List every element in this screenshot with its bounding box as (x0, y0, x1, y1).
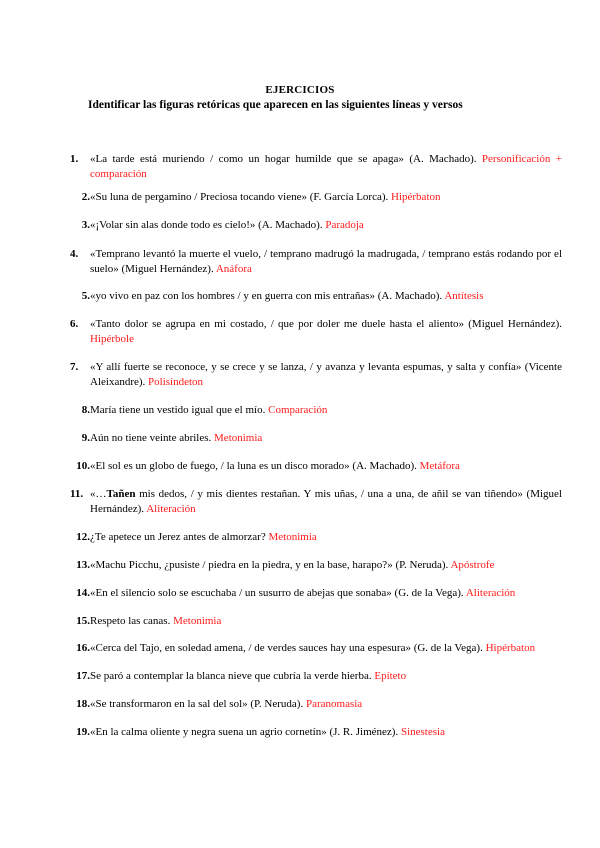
exercise-item (70, 530, 562, 545)
exercise-item (70, 614, 562, 629)
exercise-number: 14. (76, 587, 90, 599)
exercise-number: 2. (81, 191, 90, 203)
exercise-answer: Hipérbaton (391, 191, 441, 203)
exercise-text: «En el silencio solo se escuchaba / un susurro de abejas que sonaba» (G. de la Vega). (90, 587, 466, 599)
exercise-text: «El sol es un globo de fuego, / la luna es un disco morado» (A. Machado). (90, 460, 420, 472)
exercise-answer: Metonimia (268, 531, 317, 543)
exercise-answer: Paranomasia (305, 698, 363, 710)
exercise-number: 5. (81, 290, 90, 302)
exercise-number: 16. (76, 642, 90, 654)
exercise-text-bold: Tañen (106, 488, 136, 500)
exercise-number: 17. (76, 670, 90, 682)
exercise-answer: Sinestesia (400, 726, 445, 738)
exercise-number: 13. (76, 559, 90, 571)
exercise-answer: Personificación + comparación (90, 153, 562, 180)
exercise-answer: Aliteración (146, 503, 196, 515)
exercise-text: ¿Te apetece un Jerez antes de almorzar? (90, 531, 269, 543)
page-title: EJERCICIOS (265, 84, 335, 96)
exercise-item (70, 459, 562, 474)
exercise-text: «Machu Picchu, ¿pusiste / piedra en la piedra, y en la base, harapo?» (P. Neruda). (90, 559, 451, 571)
exercise-number: 12. (76, 531, 90, 543)
page-subtitle: Identificar las figuras retóricas que aparecen en las siguientes líneas y versos (88, 99, 463, 111)
exercise-text: «yo vivo en paz con los hombres / y en guerra con mis entrañas» (A. Machado). (90, 290, 445, 302)
exercise-number: 9. (81, 432, 90, 444)
exercise-item (70, 586, 562, 601)
exercise-item (70, 247, 562, 277)
exercise-text: Aún no tiene veinte abriles. (90, 432, 215, 444)
exercise-text: «Y allí fuerte se reconoce, y se crece y se lanza, / y avanza y levanta espumas, y salta y confía» (Vicente Aleixandre). (90, 361, 562, 388)
exercise-answer: Metáfora (419, 460, 460, 472)
exercise-answer: Comparación (268, 404, 328, 416)
exercise-number: 15. (76, 615, 90, 627)
exercise-text: «Se transformaron en la sal del sol» (P. Neruda). (90, 698, 306, 710)
exercise-number: 8. (81, 404, 90, 416)
exercise-text: María tiene un vestido igual que el mío. (90, 404, 269, 416)
exercise-item (70, 218, 562, 233)
exercise-item (70, 487, 562, 517)
exercise-text: Respeto las canas. (90, 615, 174, 627)
exercise-text: «Temprano levantó la muerte el vuelo, / temprano madrugó la madrugada, / temprano estás rodando por el suelo» (Miguel Hernández). (90, 248, 562, 275)
exercise-answer: Polisíndeton (148, 376, 204, 388)
exercise-item (70, 725, 562, 740)
exercise-item (70, 669, 562, 684)
exercise-number: 7. (70, 361, 79, 373)
exercise-text: mis dedos, / y mis dientes restañan. Y mis uñas, / una a una, de añil se van tiñendo» (Miguel Hernández). (90, 488, 562, 515)
exercise-answer: Anáfora (215, 263, 252, 275)
exercise-item (70, 152, 562, 182)
exercise-item (70, 289, 562, 304)
exercise-text: «Cerca del Tajo, en soledad amena, / de verdes sauces hay una espesura» (G. de la Vega). (90, 642, 486, 654)
exercise-text: «¡Volar sin alas donde todo es cielo!» (A. Machado). (90, 219, 326, 231)
exercise-item (70, 431, 562, 446)
exercise-text: «Su luna de pergamino / Preciosa tocando viene» (F. García Lorca). (90, 191, 392, 203)
exercise-number: 6. (70, 318, 79, 330)
exercise-answer: Hipérbole (90, 333, 134, 345)
exercise-item (70, 317, 562, 347)
exercise-number: 10. (76, 460, 90, 472)
exercise-answer: Aliteración (465, 587, 516, 599)
exercise-text: «En la calma oliente y negra suena un agrio cornetín» (J. R. Jiménez). (90, 726, 401, 738)
exercise-item (70, 190, 562, 205)
exercise-answer: Antítesis (444, 290, 484, 302)
exercise-number: 18. (76, 698, 90, 710)
exercise-answer: Metonimia (173, 615, 222, 627)
exercise-answer: Paradoja (325, 219, 364, 231)
exercise-answer: Epíteto (374, 670, 407, 682)
exercise-item (70, 641, 562, 656)
exercise-item (70, 360, 562, 390)
exercise-answer: Metonimia (214, 432, 263, 444)
exercise-item (70, 403, 562, 418)
exercise-text: Se paró a contemplar la blanca nieve que cubría la verde hierba. (90, 670, 375, 682)
exercise-number: 11. (70, 488, 84, 500)
exercise-answer: Apóstrofe (450, 559, 495, 571)
exercise-number: 1. (70, 153, 79, 165)
exercise-text: «Tanto dolor se agrupa en mi costado, / que por doler me duele hasta el aliento» (Miguel Hernández). (90, 318, 562, 330)
exercise-text-lead: «… (90, 488, 107, 500)
exercise-number: 4. (70, 248, 79, 260)
exercise-number: 3. (81, 219, 90, 231)
exercise-text: «La tarde está muriendo / como un hogar humilde que se apaga» (A. Machado). (90, 153, 482, 165)
exercise-item (70, 558, 562, 573)
exercise-item (70, 697, 562, 712)
exercise-answer: Hipérbaton (485, 642, 536, 654)
exercise-number: 19. (76, 726, 90, 738)
